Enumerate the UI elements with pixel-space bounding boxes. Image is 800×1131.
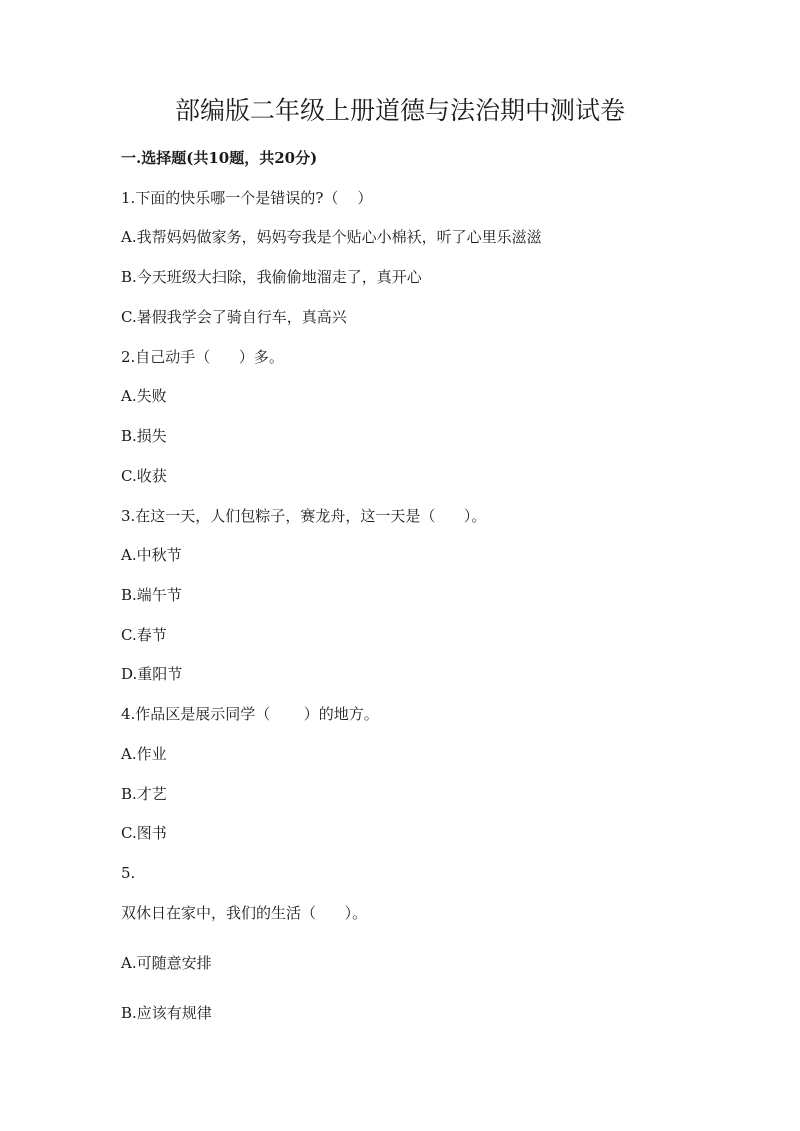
question-5-number: 5.	[121, 864, 136, 882]
question-5: 双休日在家中，我们的生活（ ）。	[121, 904, 368, 922]
question-5-option-a: A.可随意安排	[121, 954, 212, 972]
page-title: 部编版二年级上册道德与法治期中测试卷	[174, 96, 625, 125]
question-3-option-c: C.春节	[121, 626, 167, 644]
question-1-option-b: B.今天班级大扫除，我偷偷地溜走了，真开心	[121, 268, 422, 286]
question-1: 1.下面的快乐哪一个是错误的?（ ）	[121, 189, 373, 207]
question-3-option-d: D.重阳节	[121, 665, 183, 683]
question-4: 4.作品区是展示同学（ ）的地方。	[121, 705, 379, 723]
question-5-option-b: B.应该有规律	[121, 1004, 212, 1022]
question-2-option-a: A.失败	[121, 387, 167, 405]
question-4-option-c: C.图书	[121, 824, 167, 842]
question-3-option-b: B.端午节	[121, 586, 182, 604]
question-2: 2.自己动手（ ）多。	[121, 348, 284, 366]
section-heading: 一.选择题(共10题，共20分)	[121, 149, 318, 167]
question-2-option-c: C.收获	[121, 467, 167, 485]
question-3: 3.在这一天，人们包粽子，赛龙舟，这一天是（ ）。	[121, 507, 487, 525]
question-1-option-a: A.我帮妈妈做家务，妈妈夸我是个贴心小棉袄，听了心里乐滋滋	[121, 228, 542, 246]
question-4-option-b: B.才艺	[121, 785, 167, 803]
question-3-option-a: A.中秋节	[121, 546, 182, 564]
question-4-option-a: A.作业	[121, 745, 167, 763]
question-1-option-c: C.暑假我学会了骑自行车，真高兴	[121, 308, 347, 326]
question-2-option-b: B.损失	[121, 427, 167, 445]
